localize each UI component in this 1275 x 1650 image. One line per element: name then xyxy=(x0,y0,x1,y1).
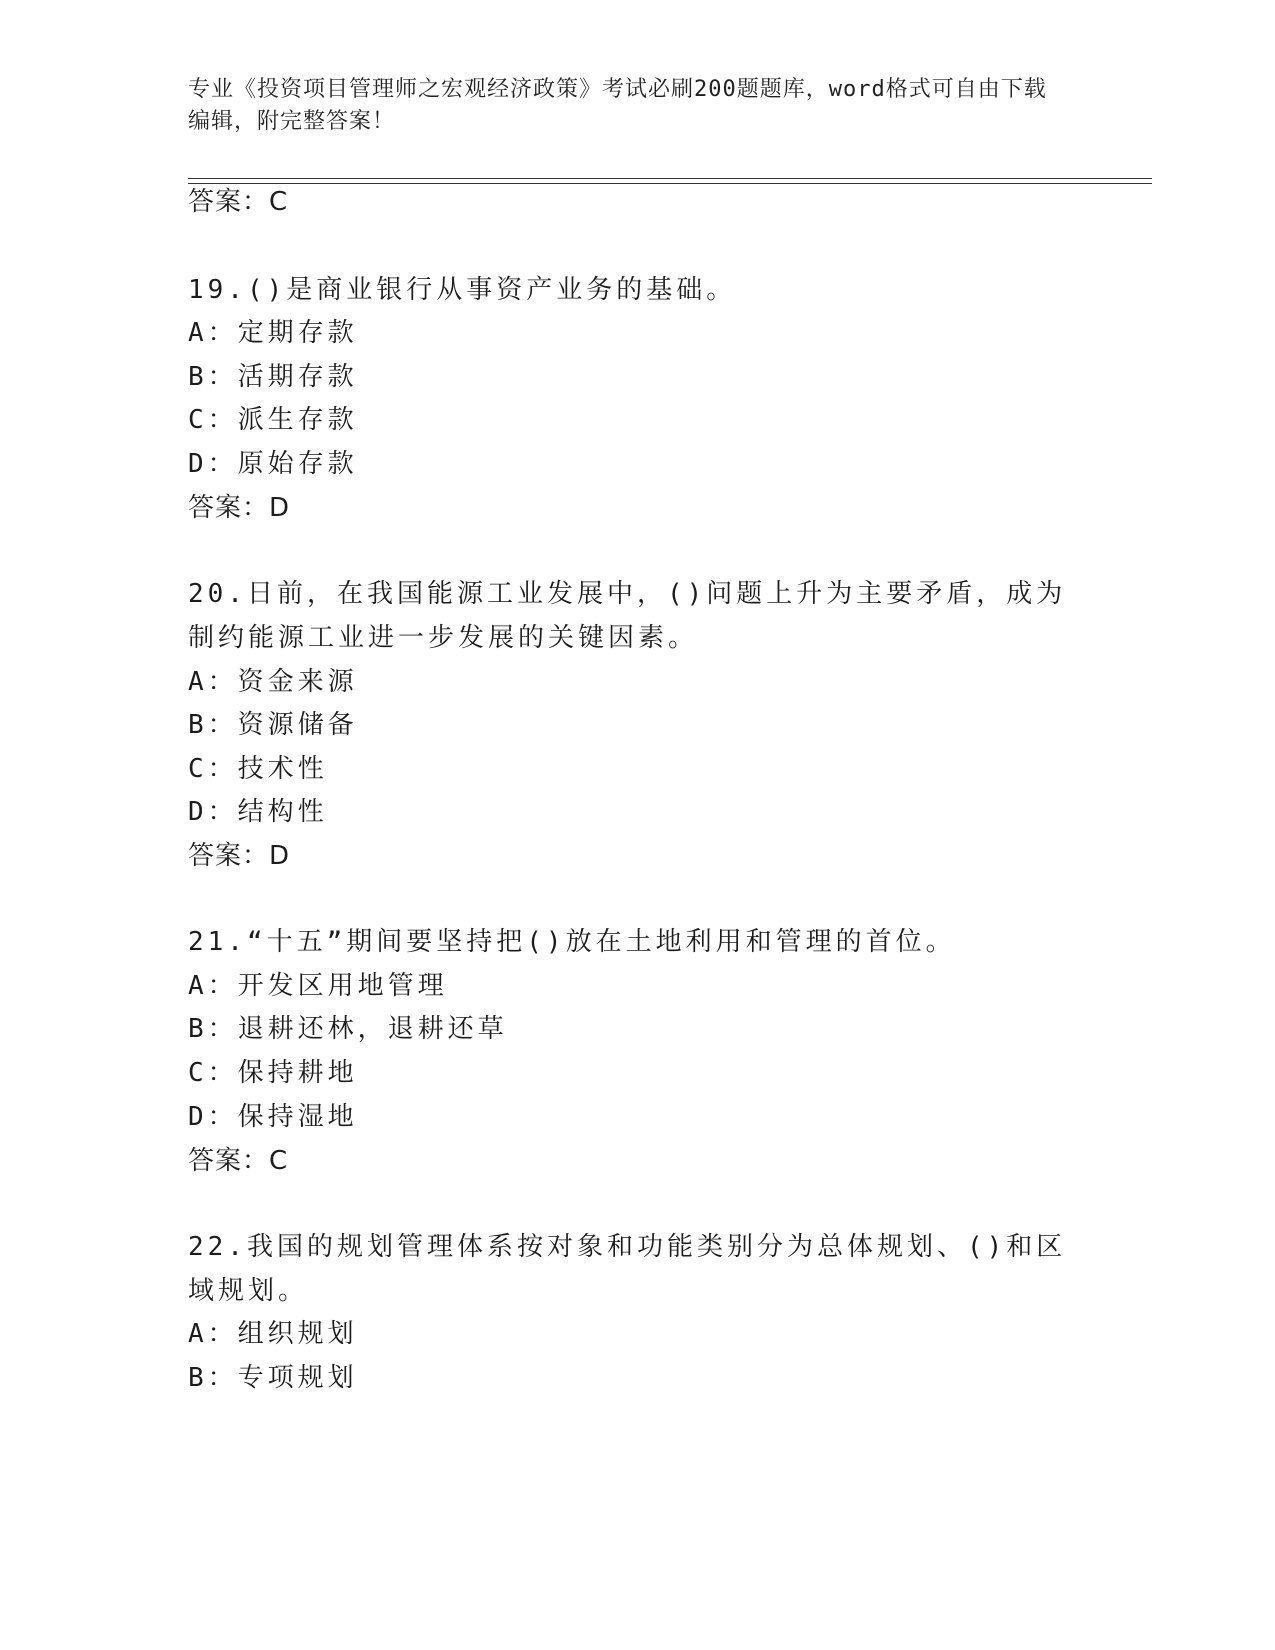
question-stem: 21.“十五”期间要坚持把()放在土地利用和管理的首位。 xyxy=(188,927,956,957)
option-b: B：退耕还林，退耕还草 xyxy=(188,1014,508,1044)
option-d: D：保持湿地 xyxy=(188,1102,358,1132)
document-page xyxy=(188,0,1148,1650)
option-d: D：原始存款 xyxy=(188,449,358,479)
option-c: C：派生存款 xyxy=(188,405,358,435)
question-stem: 19.()是商业银行从事资产业务的基础。 xyxy=(188,275,737,305)
option-a: A：定期存款 xyxy=(188,318,358,348)
question-stem: 22.我国的规划管理体系按对象和功能类别分为总体规划、()和区域规划。 xyxy=(188,1232,1067,1306)
answer-line: 答案：D xyxy=(188,841,291,871)
question-stem: 20.日前，在我国能源工业发展中，()问题上升为主要矛盾，成为制约能源工业进一步发展的关键因素。 xyxy=(188,579,1067,653)
answer-line: 答案：C xyxy=(188,1146,289,1176)
header-divider-secondary xyxy=(188,183,1152,184)
document-intro: 专业《投资项目管理师之宏观经济政策》考试必刷200题题库，word格式可自由下载编辑，附完整答案！ xyxy=(188,77,1047,134)
answer-line: 答案：D xyxy=(188,493,291,523)
option-c: C：技术性 xyxy=(188,754,328,784)
header-divider xyxy=(188,178,1152,179)
option-b: B：资源储备 xyxy=(188,710,358,740)
answer-line: 答案：C xyxy=(188,187,289,217)
option-c: C：保持耕地 xyxy=(188,1058,358,1088)
option-a: A：组织规划 xyxy=(188,1319,358,1349)
option-d: D：结构性 xyxy=(188,797,328,827)
option-a: A：资金来源 xyxy=(188,667,358,697)
option-b: B：专项规划 xyxy=(188,1363,358,1393)
option-a: A：开发区用地管理 xyxy=(188,971,448,1001)
option-b: B：活期存款 xyxy=(188,362,358,392)
